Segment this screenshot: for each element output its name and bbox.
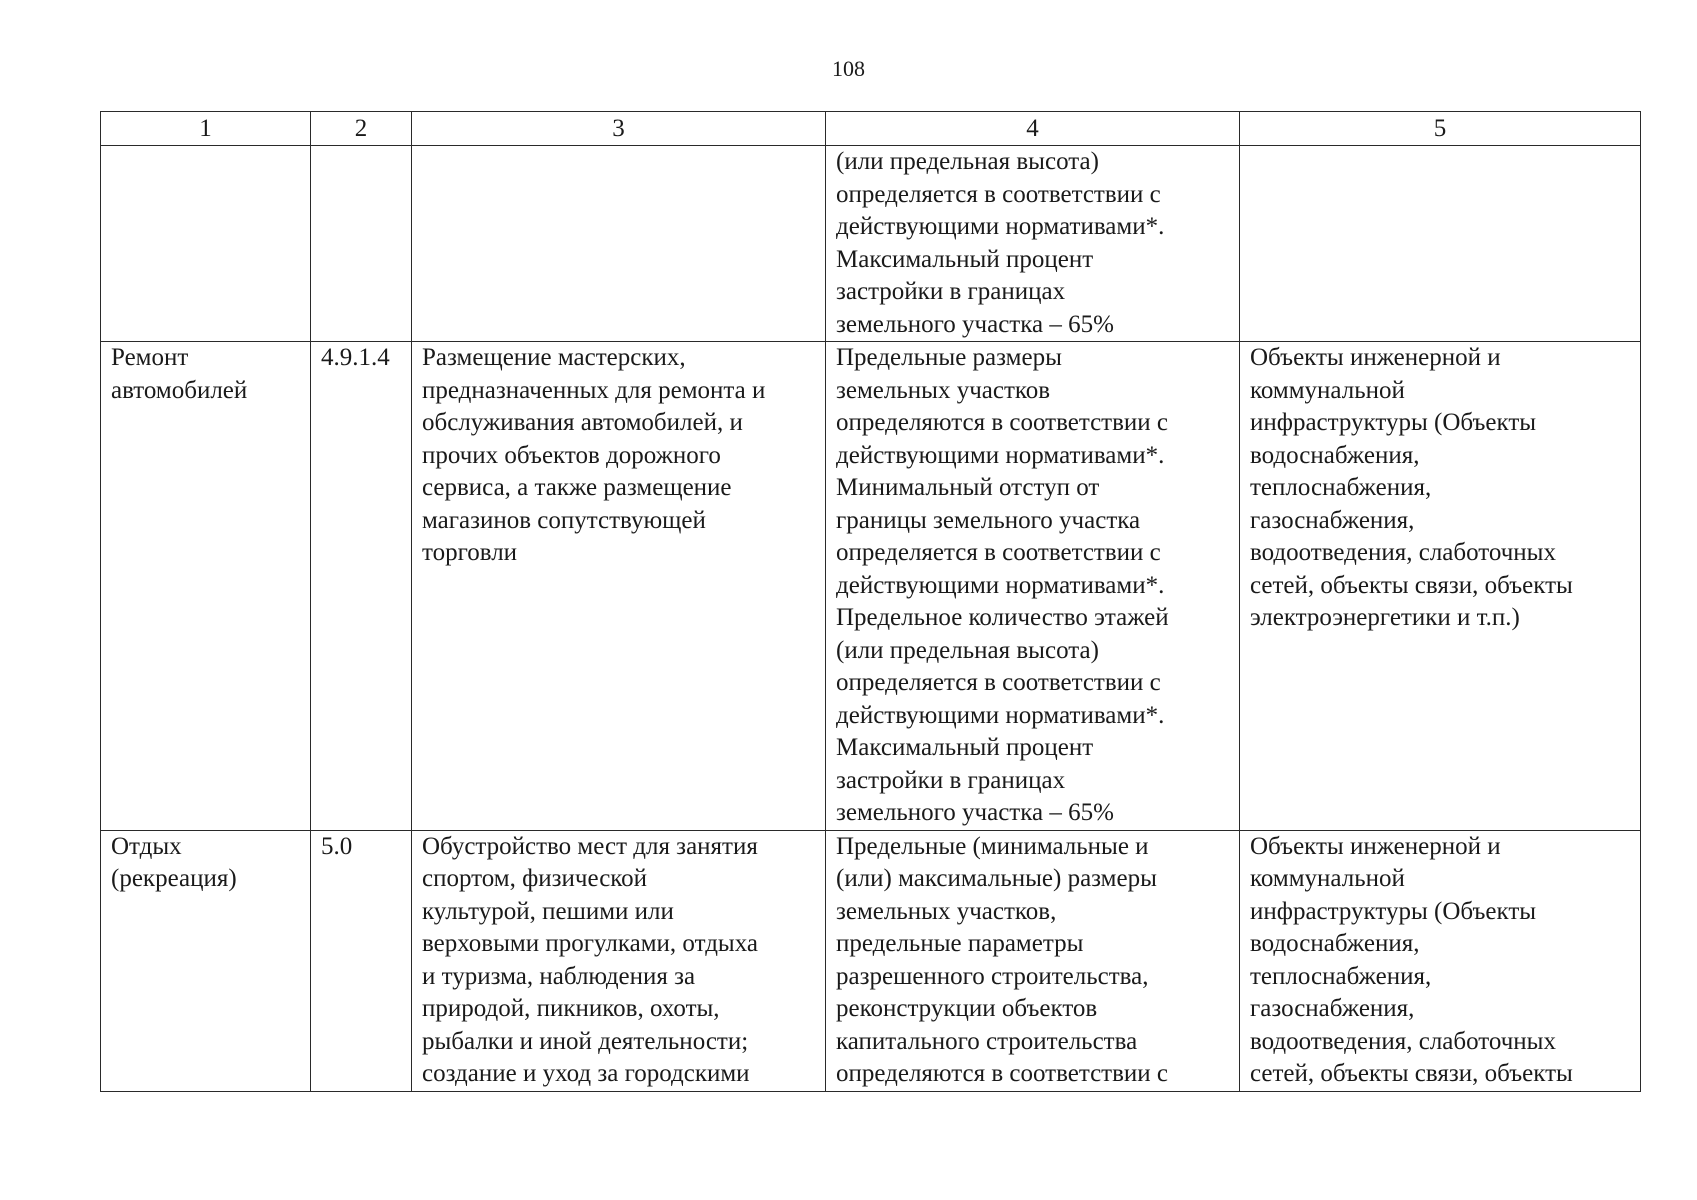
use-description-cell: Обустройство мест для занятия спортом, физической культурой, пешими или верховыми прогулками, отдыха и туризма, наблюдения за природой, пикников, охоты, рыбалки и иной деятельности; создание и уход за городскими (412, 830, 826, 1091)
parameters-cell: (или предельная высота) определяется в соответствии с действующими нормативами*. Максимальный процент застройки в границах земельного участка – 65% (826, 146, 1240, 342)
page-number: 108 (832, 56, 865, 81)
use-name-cell (101, 146, 311, 342)
use-name-cell: Ремонт автомобилей (101, 342, 311, 831)
auxiliary-uses-cell (1240, 146, 1641, 342)
parameters-cell: Предельные (минимальные и (или) максимальные) размеры земельных участков, предельные параметры разрешенного строительства, реконструкции объектов капитального строительства определяются в соответствии с (826, 830, 1240, 1091)
table-row (101, 342, 1641, 831)
column-number-3: 3 (412, 112, 826, 146)
use-code-cell: 5.0 (311, 830, 412, 1091)
parameters-cell: Предельные размеры земельных участков определяются в соответствии с действующими нормативами*. Минимальный отступ от границы земельного участка определяется в соответствии с действующими нормативами*. Предельное количество этажей (или предельная высота) определяется в соответствии с действующими нормативами*. Максимальный процент застройки в границах земельного участка – 65% (826, 342, 1240, 831)
use-code-cell: 4.9.1.4 (311, 342, 412, 831)
zoning-table (100, 111, 1641, 1092)
use-description-cell: Размещение мастерских, предназначенных для ремонта и обслуживания автомобилей, и прочих объектов дорожного сервиса, а также размещение магазинов сопутствующей торговли (412, 342, 826, 831)
table-row (101, 146, 1641, 342)
column-number-2: 2 (311, 112, 412, 146)
table-row (101, 830, 1641, 1091)
column-number-4: 4 (826, 112, 1240, 146)
column-number-1: 1 (101, 112, 311, 146)
auxiliary-uses-cell: Объекты инженерной и коммунальной инфраструктуры (Объекты водоснабжения, теплоснабжения, газоснабжения, водоотведения, слаботочных сетей, объекты связи, объекты электроэнергетики и т.п.) (1240, 342, 1641, 831)
column-number-5: 5 (1240, 112, 1641, 146)
auxiliary-uses-cell: Объекты инженерной и коммунальной инфраструктуры (Объекты водоснабжения, теплоснабжения, газоснабжения, водоотведения, слаботочных сетей, объекты связи, объекты (1240, 830, 1641, 1091)
use-name-cell: Отдых (рекреация) (101, 830, 311, 1091)
use-code-cell (311, 146, 412, 342)
table-header-row (101, 112, 1641, 146)
use-description-cell (412, 146, 826, 342)
